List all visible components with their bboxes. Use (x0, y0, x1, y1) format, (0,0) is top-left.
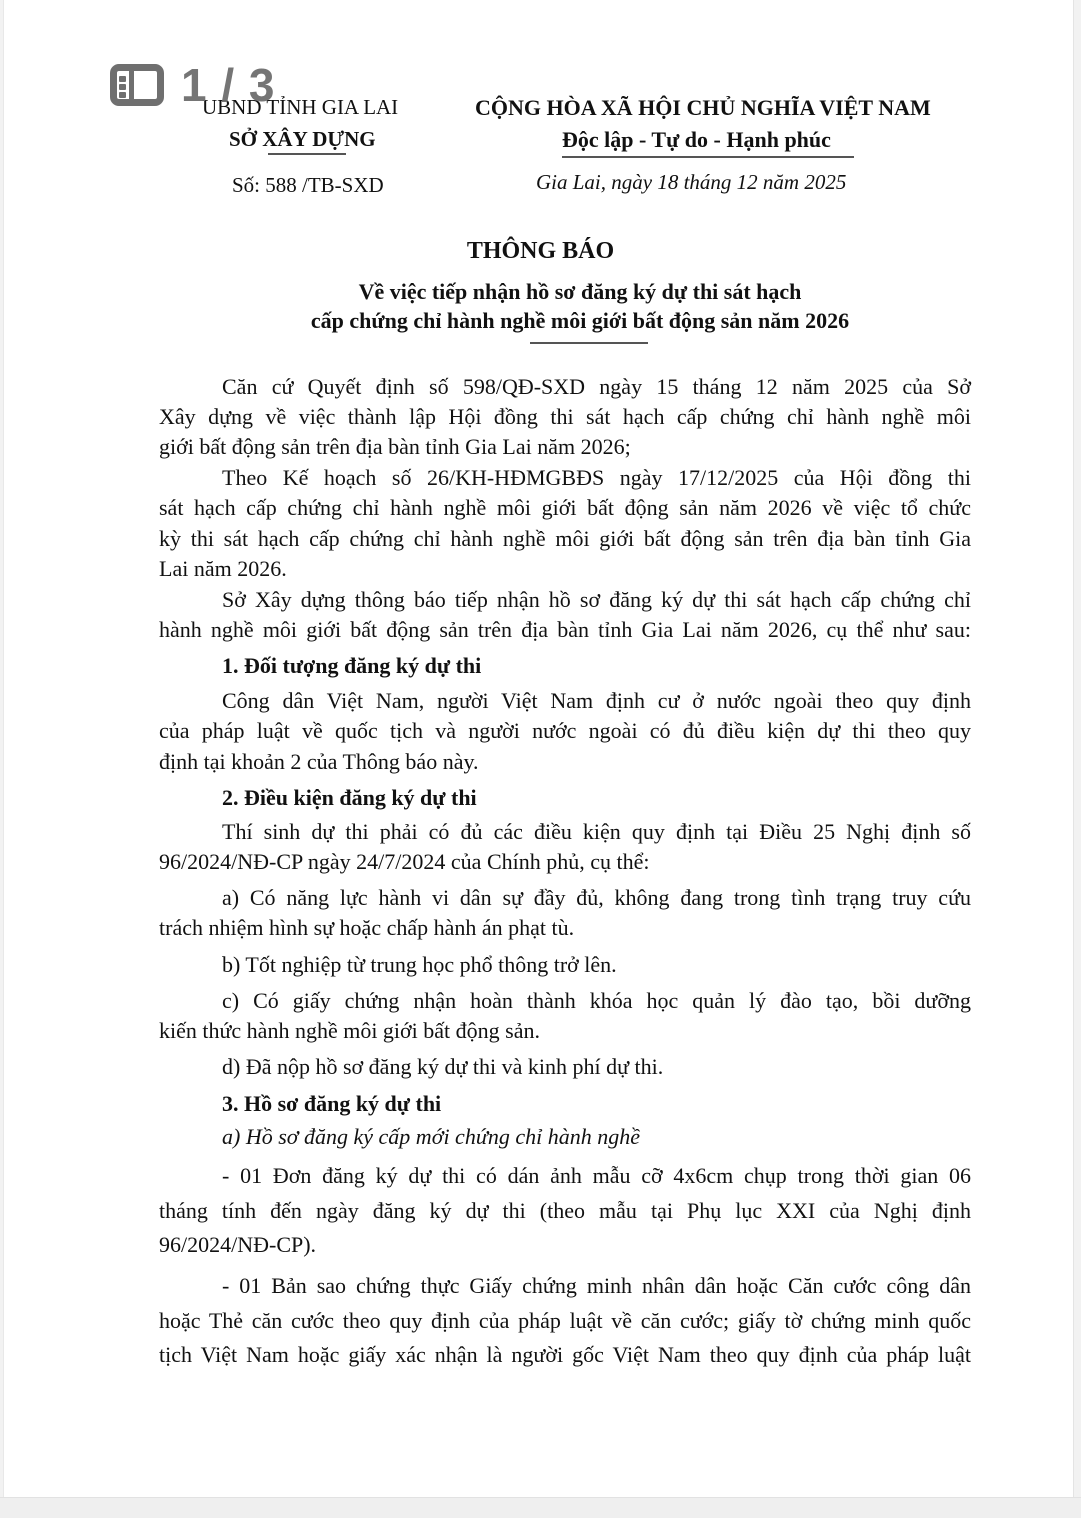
body-line: d) Đã nộp hồ sơ đăng ký dự thi và kinh phí dự thi. (222, 1054, 664, 1079)
subsection-heading-3a: a) Hồ sơ đăng ký cấp mới chứng chỉ hành nghề (222, 1124, 640, 1149)
title-separator (530, 342, 648, 344)
section-heading-3: 3. Hồ sơ đăng ký dự thi (222, 1091, 442, 1116)
body-line: - 01 Đơn đăng ký dự thi có dán ảnh mẫu cỡ 4x6cm chụp trong thời gian 06 (222, 1163, 971, 1188)
body-line: của pháp luật về quốc tịch và người nước ngoài có đủ điều kiện dự thi theo quy (159, 718, 971, 743)
body-line: Sở Xây dựng thông báo tiếp nhận hồ sơ đăng ký dự thi sát hạch cấp chứng chỉ (222, 587, 971, 612)
sidebar-panel-icon[interactable] (110, 64, 164, 106)
section-heading-2: 2. Điều kiện đăng ký dự thi (222, 785, 477, 810)
body-line: c) Có giấy chứng nhận hoàn thành khóa học quản lý đào tạo, bồi dưỡng (222, 988, 971, 1013)
motto-underline (562, 156, 854, 158)
body-line: tháng tính đến ngày đăng ký dự thi (theo mẫu tại Phụ lục XXI của Nghị định (159, 1198, 971, 1223)
body-line: giới bất động sản trên địa bàn tỉnh Gia Lai năm 2026; (159, 434, 631, 459)
document-number: Số: 588 /TB-SXD (232, 173, 384, 197)
body-line: kỳ thi sát hạch cấp chứng chỉ hành nghề môi giới bất động sản trên địa bàn tỉnh Gia (159, 526, 971, 551)
agency-parent: UBND TỈNH GIA LAI (202, 95, 399, 119)
national-motto: Độc lập - Tự do - Hạnh phúc (562, 127, 831, 152)
body-line: 96/2024/NĐ-CP ngày 24/7/2024 của Chính phủ, cụ thể: (159, 849, 650, 874)
page-indicator[interactable] (110, 59, 276, 111)
body-line: sát hạch cấp chứng chỉ hành nghề môi giới bất động sản năm 2026 về việc tổ chức (159, 495, 971, 520)
body-line: Căn cứ Quyết định số 598/QĐ-SXD ngày 15 tháng 12 năm 2025 của Sở (222, 374, 971, 399)
page-counter: 1 / 3 (181, 59, 276, 111)
place-date: Gia Lai, ngày 18 tháng 12 năm 2025 (536, 170, 847, 194)
body-line: Theo Kế hoạch số 26/KH-HĐMGBĐS ngày 17/12/2025 của Hội đồng thi (222, 465, 971, 490)
document-title: THÔNG BÁO (466, 238, 615, 264)
body-line: kiến thức hành nghề môi giới bất động sản. (159, 1018, 540, 1043)
agency-name: SỞ XÂY DỰNG (229, 127, 376, 151)
body-line: 96/2024/NĐ-CP). (159, 1232, 317, 1257)
body-line: Xây dựng về việc thành lập Hội đồng thi sát hạch cấp chứng chỉ hành nghề môi (159, 404, 971, 429)
body-line: Thí sinh dự thi phải có đủ các điều kiện quy định tại Điều 25 Nghị định số (222, 819, 971, 844)
body-line: tịch Việt Nam hoặc giấy xác nhận là người gốc Việt Nam theo quy định của pháp luật (159, 1342, 971, 1367)
agency-underline (268, 153, 346, 155)
body-line: hành nghề môi giới bất động sản trên địa bàn tỉnh Gia Lai năm 2026, cụ thể như sau: (159, 617, 971, 642)
body-line: a) Có năng lực hành vi dân sự đầy đủ, không đang trong tình trạng truy cứu (222, 885, 971, 910)
nation-title: CỘNG HÒA XÃ HỘI CHỦ NGHĨA VIỆT NAM (475, 95, 931, 120)
body-line: trách nhiệm hình sự hoặc chấp hành án phạt tù. (159, 915, 575, 940)
document-subtitle-line2: cấp chứng chỉ hành nghề môi giới bất động sản năm 2026 (310, 308, 850, 333)
body-line: b) Tốt nghiệp từ trung học phổ thông trở lên. (222, 952, 617, 977)
body-line: - 01 Bản sao chứng thực Giấy chứng minh nhân dân hoặc Căn cước công dân (222, 1273, 971, 1298)
document-subtitle-line1: Về việc tiếp nhận hồ sơ đăng ký dự thi sát hạch (358, 279, 802, 304)
section-heading-1: 1. Đối tượng đăng ký dự thi (222, 653, 482, 678)
body-line: Lai năm 2026. (159, 556, 287, 581)
body-line: định tại khoản 2 của Thông báo này. (159, 749, 479, 774)
body-line: Công dân Việt Nam, người Việt Nam định cư ở nước ngoài theo quy định (222, 688, 971, 713)
body-line: hoặc Thẻ căn cước theo quy định của pháp luật về căn cước; giấy tờ chứng minh quốc (159, 1308, 971, 1333)
page-bottom-edge (0, 1497, 1081, 1518)
